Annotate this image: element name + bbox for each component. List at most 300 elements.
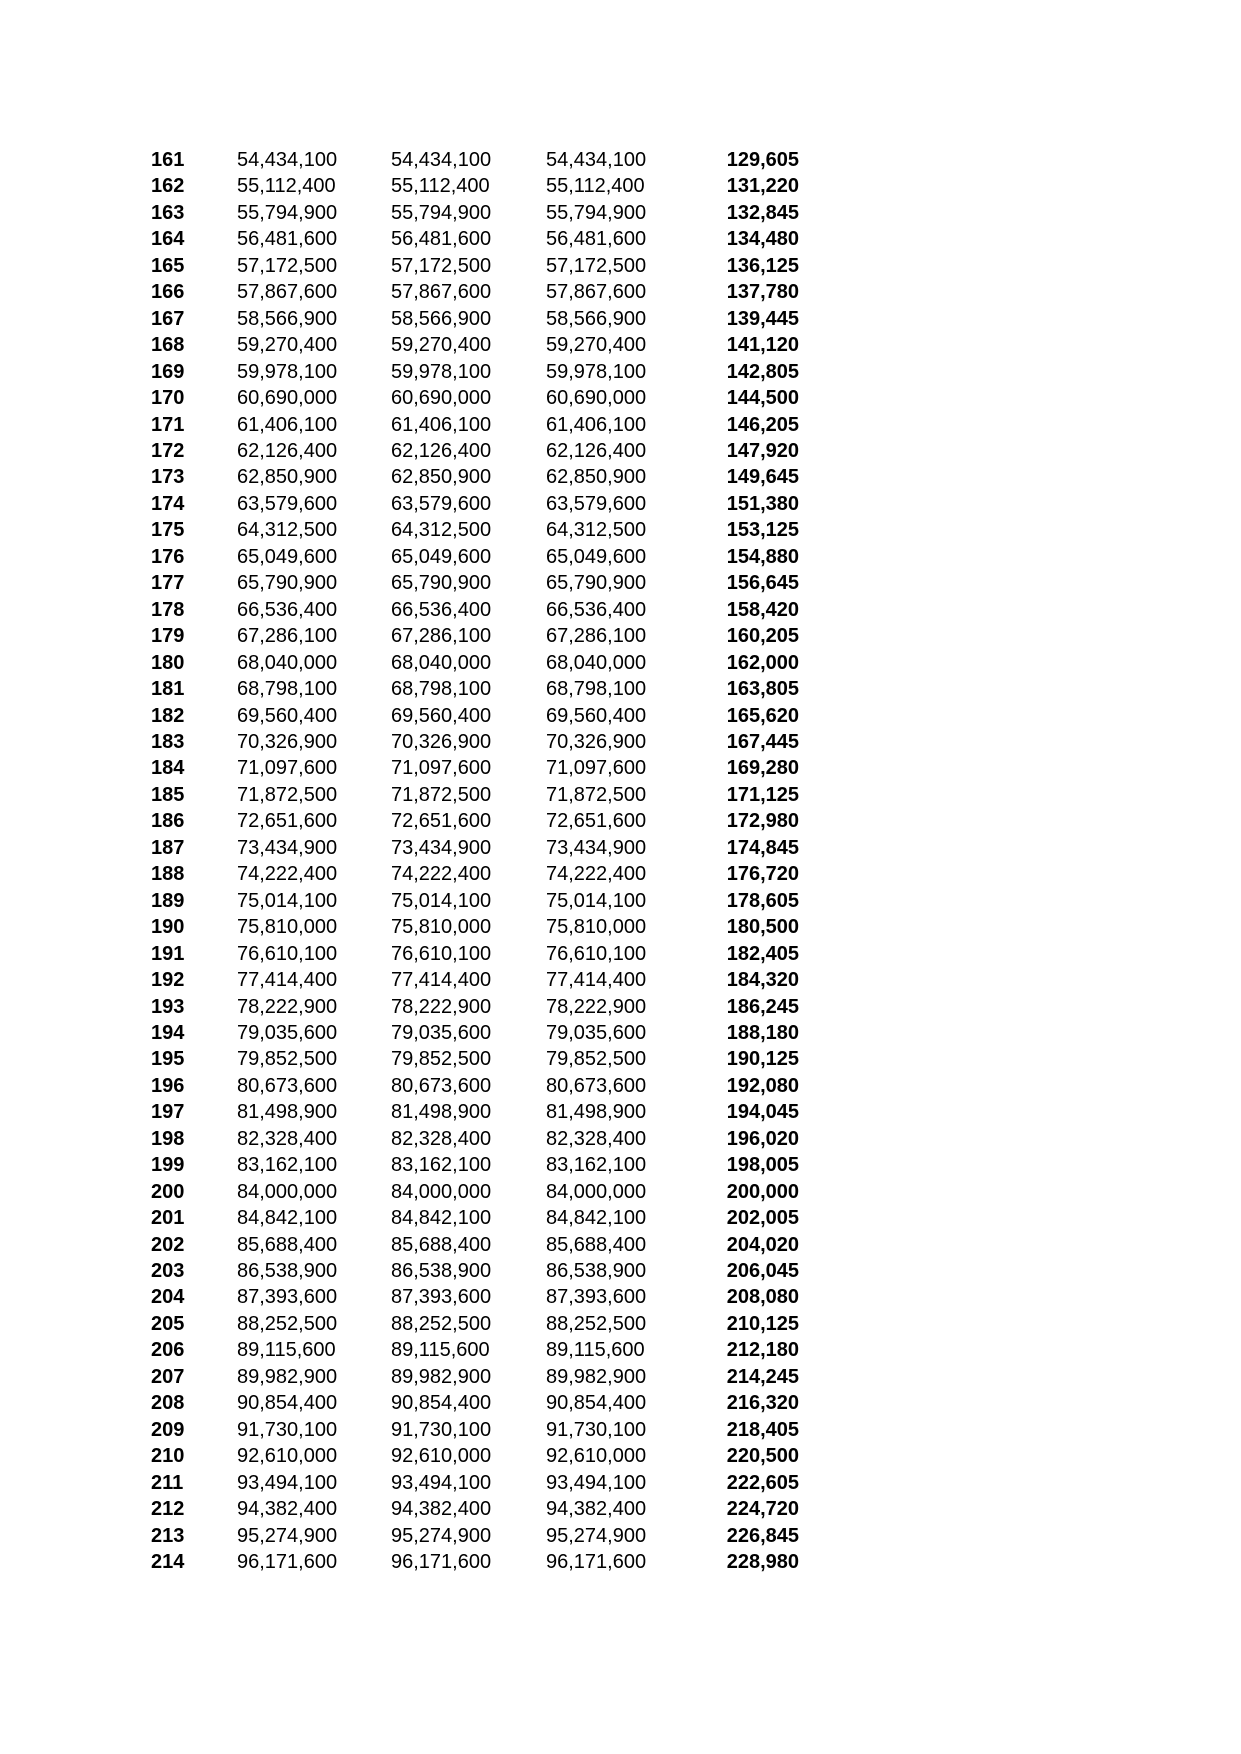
value-col-3: 57,867,600 xyxy=(546,281,647,304)
value-col-2: 85,688,400 xyxy=(391,1233,492,1256)
row-number: 168 xyxy=(151,334,185,357)
value-col-2: 96,171,600 xyxy=(391,1551,492,1574)
table-row xyxy=(0,438,1241,464)
table-row xyxy=(0,544,1241,570)
row-number: 199 xyxy=(151,1154,185,1177)
total-value: 167,445 xyxy=(726,730,799,753)
total-value: 137,780 xyxy=(726,281,799,304)
value-col-1: 91,730,100 xyxy=(237,1418,338,1441)
value-col-1: 78,222,900 xyxy=(237,995,338,1018)
table-row xyxy=(0,1311,1241,1337)
value-col-1: 55,794,900 xyxy=(237,201,338,224)
value-col-3: 64,312,500 xyxy=(546,519,647,542)
total-value: 146,205 xyxy=(726,413,799,436)
table-row xyxy=(0,703,1241,729)
row-number: 190 xyxy=(151,916,185,939)
total-value: 202,005 xyxy=(726,1207,799,1230)
value-col-2: 89,982,900 xyxy=(391,1365,492,1388)
value-col-2: 91,730,100 xyxy=(391,1418,492,1441)
value-col-2: 79,035,600 xyxy=(391,1021,492,1044)
row-number: 174 xyxy=(151,492,185,515)
value-col-2: 54,434,100 xyxy=(391,149,492,171)
row-number: 193 xyxy=(151,995,185,1018)
table-row xyxy=(0,676,1241,702)
row-number: 196 xyxy=(151,1074,185,1097)
total-value: 163,805 xyxy=(726,678,799,701)
value-col-3: 96,171,600 xyxy=(546,1551,647,1574)
value-col-3: 89,115,600 xyxy=(546,1339,645,1362)
row-number: 164 xyxy=(151,228,185,251)
table-row xyxy=(0,1364,1241,1390)
row-number: 171 xyxy=(151,413,185,436)
row-number: 214 xyxy=(151,1551,185,1574)
value-col-2: 55,112,400 xyxy=(391,175,490,198)
total-value: 156,645 xyxy=(726,572,799,595)
value-col-3: 62,126,400 xyxy=(546,439,647,462)
row-number: 186 xyxy=(151,810,185,833)
value-col-2: 90,854,400 xyxy=(391,1392,492,1415)
value-col-2: 77,414,400 xyxy=(391,969,492,992)
value-col-3: 59,978,100 xyxy=(546,360,647,383)
value-col-3: 83,162,100 xyxy=(546,1154,647,1177)
value-col-3: 65,049,600 xyxy=(546,545,647,568)
table-row xyxy=(0,1284,1241,1310)
table-row xyxy=(0,464,1241,490)
value-col-3: 56,481,600 xyxy=(546,228,647,251)
total-value: 158,420 xyxy=(726,598,799,621)
table-row xyxy=(0,147,1241,173)
value-col-1: 67,286,100 xyxy=(237,625,338,648)
row-number: 189 xyxy=(151,889,185,912)
total-value: 194,045 xyxy=(726,1101,799,1124)
table-row xyxy=(0,967,1241,993)
total-value: 149,645 xyxy=(726,466,799,489)
value-col-2: 66,536,400 xyxy=(391,598,492,621)
total-value: 228,980 xyxy=(726,1551,799,1574)
total-value: 216,320 xyxy=(726,1392,799,1415)
value-col-3: 89,982,900 xyxy=(546,1365,647,1388)
total-value: 198,005 xyxy=(726,1154,799,1177)
value-col-1: 73,434,900 xyxy=(237,836,338,859)
total-value: 141,120 xyxy=(726,334,799,357)
row-number: 206 xyxy=(151,1339,185,1362)
row-number: 209 xyxy=(151,1418,185,1441)
value-col-2: 68,040,000 xyxy=(391,651,492,674)
value-col-2: 63,579,600 xyxy=(391,492,492,515)
value-col-3: 55,794,900 xyxy=(546,201,647,224)
value-col-3: 69,560,400 xyxy=(546,704,647,727)
table-row xyxy=(0,1152,1241,1178)
value-col-2: 78,222,900 xyxy=(391,995,492,1018)
value-col-2: 59,978,100 xyxy=(391,360,492,383)
row-number: 201 xyxy=(151,1207,185,1230)
row-number: 184 xyxy=(151,757,185,780)
value-col-3: 91,730,100 xyxy=(546,1418,647,1441)
total-value: 160,205 xyxy=(726,625,799,648)
row-number: 166 xyxy=(151,281,185,304)
value-col-1: 69,560,400 xyxy=(237,704,338,727)
value-col-2: 67,286,100 xyxy=(391,625,492,648)
row-number: 182 xyxy=(151,704,185,727)
row-number: 188 xyxy=(151,863,185,886)
table-row xyxy=(0,570,1241,596)
value-col-1: 54,434,100 xyxy=(237,149,338,171)
table-row xyxy=(0,1126,1241,1152)
value-col-2: 83,162,100 xyxy=(391,1154,492,1177)
value-col-3: 88,252,500 xyxy=(546,1312,647,1335)
value-col-1: 71,097,600 xyxy=(237,757,338,780)
value-col-3: 75,014,100 xyxy=(546,889,647,912)
value-col-2: 95,274,900 xyxy=(391,1524,492,1547)
value-col-1: 64,312,500 xyxy=(237,519,338,542)
value-col-1: 68,798,100 xyxy=(237,678,338,701)
value-col-2: 80,673,600 xyxy=(391,1074,492,1097)
value-col-1: 79,852,500 xyxy=(237,1048,338,1071)
table-row xyxy=(0,200,1241,226)
total-value: 222,605 xyxy=(726,1471,799,1494)
value-col-3: 59,270,400 xyxy=(546,334,647,357)
table-row xyxy=(0,412,1241,438)
value-col-1: 59,270,400 xyxy=(237,334,338,357)
value-col-2: 86,538,900 xyxy=(391,1260,492,1283)
value-col-2: 84,842,100 xyxy=(391,1207,492,1230)
value-col-1: 94,382,400 xyxy=(237,1498,338,1521)
value-col-1: 66,536,400 xyxy=(237,598,338,621)
row-number: 187 xyxy=(151,836,185,859)
value-col-1: 72,651,600 xyxy=(237,810,338,833)
row-number: 169 xyxy=(151,360,185,383)
total-value: 147,920 xyxy=(726,439,799,462)
value-col-1: 83,162,100 xyxy=(237,1154,338,1177)
row-number: 170 xyxy=(151,387,185,410)
value-col-3: 73,434,900 xyxy=(546,836,647,859)
row-number: 176 xyxy=(151,545,185,568)
table-row xyxy=(0,1470,1241,1496)
table-row xyxy=(0,279,1241,305)
row-number: 167 xyxy=(151,307,185,330)
total-value: 165,620 xyxy=(726,704,799,727)
value-col-3: 79,852,500 xyxy=(546,1048,647,1071)
table-row xyxy=(0,914,1241,940)
value-col-3: 68,040,000 xyxy=(546,651,647,674)
table-row xyxy=(0,1337,1241,1363)
data-table xyxy=(0,147,1241,1575)
value-col-3: 63,579,600 xyxy=(546,492,647,515)
total-value: 192,080 xyxy=(726,1074,799,1097)
value-col-2: 73,434,900 xyxy=(391,836,492,859)
table-row xyxy=(0,623,1241,649)
value-col-2: 60,690,000 xyxy=(391,387,492,410)
value-col-3: 87,393,600 xyxy=(546,1286,647,1309)
value-col-2: 76,610,100 xyxy=(391,942,492,965)
value-col-1: 86,538,900 xyxy=(237,1260,338,1283)
value-col-1: 85,688,400 xyxy=(237,1233,338,1256)
value-col-3: 86,538,900 xyxy=(546,1260,647,1283)
value-col-3: 84,000,000 xyxy=(546,1180,647,1203)
value-col-2: 68,798,100 xyxy=(391,678,492,701)
value-col-1: 56,481,600 xyxy=(237,228,338,251)
row-number: 212 xyxy=(151,1498,185,1521)
total-value: 171,125 xyxy=(726,783,799,806)
value-col-1: 80,673,600 xyxy=(237,1074,338,1097)
row-number: 185 xyxy=(151,783,185,806)
total-value: 132,845 xyxy=(726,201,799,224)
value-col-1: 63,579,600 xyxy=(237,492,338,515)
value-col-2: 84,000,000 xyxy=(391,1180,492,1203)
value-col-2: 88,252,500 xyxy=(391,1312,492,1335)
row-number: 173 xyxy=(151,466,185,489)
value-col-2: 70,326,900 xyxy=(391,730,492,753)
value-col-2: 62,850,900 xyxy=(391,466,492,489)
value-col-1: 57,867,600 xyxy=(237,281,338,304)
row-number: 207 xyxy=(151,1365,185,1388)
value-col-2: 55,794,900 xyxy=(391,201,492,224)
value-col-2: 81,498,900 xyxy=(391,1101,492,1124)
value-col-1: 65,049,600 xyxy=(237,545,338,568)
value-col-3: 77,414,400 xyxy=(546,969,647,992)
total-value: 139,445 xyxy=(726,307,799,330)
row-number: 194 xyxy=(151,1021,185,1044)
value-col-1: 77,414,400 xyxy=(237,969,338,992)
row-number: 180 xyxy=(151,651,185,674)
total-value: 169,280 xyxy=(726,757,799,780)
value-col-1: 68,040,000 xyxy=(237,651,338,674)
total-value: 220,500 xyxy=(726,1445,799,1468)
total-value: 190,125 xyxy=(726,1048,799,1071)
row-number: 178 xyxy=(151,598,185,621)
table-row xyxy=(0,729,1241,755)
table-row xyxy=(0,1417,1241,1443)
value-col-3: 80,673,600 xyxy=(546,1074,647,1097)
table-row xyxy=(0,385,1241,411)
value-col-3: 72,651,600 xyxy=(546,810,647,833)
value-col-2: 58,566,900 xyxy=(391,307,492,330)
total-value: 218,405 xyxy=(726,1418,799,1441)
value-col-1: 61,406,100 xyxy=(237,413,338,436)
table-row xyxy=(0,491,1241,517)
value-col-3: 58,566,900 xyxy=(546,307,647,330)
row-number: 202 xyxy=(151,1233,185,1256)
total-value: 186,245 xyxy=(726,995,799,1018)
row-number: 205 xyxy=(151,1312,185,1335)
table-row xyxy=(0,1390,1241,1416)
value-col-1: 89,982,900 xyxy=(237,1365,338,1388)
table-row xyxy=(0,1496,1241,1522)
value-col-2: 71,872,500 xyxy=(391,783,492,806)
value-col-1: 79,035,600 xyxy=(237,1021,338,1044)
value-col-2: 74,222,400 xyxy=(391,863,492,886)
total-value: 129,605 xyxy=(726,149,799,171)
table-row xyxy=(0,835,1241,861)
total-value: 206,045 xyxy=(726,1260,799,1283)
total-value: 200,000 xyxy=(726,1180,799,1203)
value-col-2: 64,312,500 xyxy=(391,519,492,542)
value-col-2: 71,097,600 xyxy=(391,757,492,780)
value-col-2: 69,560,400 xyxy=(391,704,492,727)
value-col-2: 75,014,100 xyxy=(391,889,492,912)
total-value: 180,500 xyxy=(726,916,799,939)
row-number: 203 xyxy=(151,1260,185,1283)
total-value: 184,320 xyxy=(726,969,799,992)
table-row xyxy=(0,808,1241,834)
value-col-2: 59,270,400 xyxy=(391,334,492,357)
value-col-1: 58,566,900 xyxy=(237,307,338,330)
value-col-3: 81,498,900 xyxy=(546,1101,647,1124)
value-col-2: 65,790,900 xyxy=(391,572,492,595)
value-col-3: 78,222,900 xyxy=(546,995,647,1018)
value-col-3: 71,872,500 xyxy=(546,783,647,806)
table-row xyxy=(0,1020,1241,1046)
value-col-1: 65,790,900 xyxy=(237,572,338,595)
table-row xyxy=(0,253,1241,279)
table-row xyxy=(0,1046,1241,1072)
table-row xyxy=(0,306,1241,332)
value-col-1: 93,494,100 xyxy=(237,1471,338,1494)
table-row xyxy=(0,517,1241,543)
row-number: 200 xyxy=(151,1180,185,1203)
total-value: 196,020 xyxy=(726,1127,799,1150)
value-col-2: 61,406,100 xyxy=(391,413,492,436)
total-value: 172,980 xyxy=(726,810,799,833)
value-col-3: 70,326,900 xyxy=(546,730,647,753)
table-row xyxy=(0,1205,1241,1231)
value-col-1: 92,610,000 xyxy=(237,1445,338,1468)
value-col-1: 74,222,400 xyxy=(237,863,338,886)
total-value: 208,080 xyxy=(726,1286,799,1309)
table-row xyxy=(0,226,1241,252)
value-col-3: 61,406,100 xyxy=(546,413,647,436)
value-col-3: 76,610,100 xyxy=(546,942,647,965)
row-number: 161 xyxy=(151,149,185,171)
value-col-1: 90,854,400 xyxy=(237,1392,338,1415)
value-col-1: 88,252,500 xyxy=(237,1312,338,1335)
value-col-1: 70,326,900 xyxy=(237,730,338,753)
total-value: 226,845 xyxy=(726,1524,799,1547)
total-value: 153,125 xyxy=(726,519,799,542)
row-number: 213 xyxy=(151,1524,185,1547)
row-number: 195 xyxy=(151,1048,185,1071)
value-col-2: 62,126,400 xyxy=(391,439,492,462)
table-row xyxy=(0,1443,1241,1469)
table-row xyxy=(0,1232,1241,1258)
total-value: 134,480 xyxy=(726,228,799,251)
total-value: 212,180 xyxy=(726,1339,799,1362)
table-row xyxy=(0,1523,1241,1549)
value-col-3: 85,688,400 xyxy=(546,1233,647,1256)
table-row xyxy=(0,782,1241,808)
table-row xyxy=(0,994,1241,1020)
total-value: 151,380 xyxy=(726,492,799,515)
value-col-3: 90,854,400 xyxy=(546,1392,647,1415)
value-col-3: 67,286,100 xyxy=(546,625,647,648)
total-value: 210,125 xyxy=(726,1312,799,1335)
value-col-3: 74,222,400 xyxy=(546,863,647,886)
value-col-3: 55,112,400 xyxy=(546,175,645,198)
total-value: 174,845 xyxy=(726,836,799,859)
table-row xyxy=(0,1099,1241,1125)
total-value: 142,805 xyxy=(726,360,799,383)
total-value: 131,220 xyxy=(726,175,799,198)
total-value: 214,245 xyxy=(726,1365,799,1388)
value-col-1: 81,498,900 xyxy=(237,1101,338,1124)
row-number: 197 xyxy=(151,1101,185,1124)
row-number: 211 xyxy=(151,1471,184,1494)
value-col-1: 76,610,100 xyxy=(237,942,338,965)
table-row xyxy=(0,1258,1241,1284)
value-col-2: 94,382,400 xyxy=(391,1498,492,1521)
value-col-2: 82,328,400 xyxy=(391,1127,492,1150)
row-number: 210 xyxy=(151,1445,185,1468)
value-col-3: 54,434,100 xyxy=(546,149,647,171)
value-col-2: 57,867,600 xyxy=(391,281,492,304)
value-col-3: 71,097,600 xyxy=(546,757,647,780)
value-col-3: 95,274,900 xyxy=(546,1524,647,1547)
row-number: 175 xyxy=(151,519,185,542)
value-col-1: 75,014,100 xyxy=(237,889,338,912)
total-value: 176,720 xyxy=(726,863,799,886)
value-col-1: 57,172,500 xyxy=(237,254,338,277)
table-row xyxy=(0,359,1241,385)
value-col-3: 60,690,000 xyxy=(546,387,647,410)
row-number: 177 xyxy=(151,572,185,595)
row-number: 179 xyxy=(151,625,185,648)
table-row xyxy=(0,941,1241,967)
total-value: 178,605 xyxy=(726,889,799,912)
value-col-1: 62,850,900 xyxy=(237,466,338,489)
total-value: 224,720 xyxy=(726,1498,799,1521)
row-number: 208 xyxy=(151,1392,185,1415)
total-value: 136,125 xyxy=(726,254,799,277)
value-col-1: 82,328,400 xyxy=(237,1127,338,1150)
value-col-1: 96,171,600 xyxy=(237,1551,338,1574)
value-col-3: 75,810,000 xyxy=(546,916,647,939)
value-col-1: 71,872,500 xyxy=(237,783,338,806)
total-value: 144,500 xyxy=(726,387,799,410)
table-row xyxy=(0,1179,1241,1205)
total-value: 188,180 xyxy=(726,1021,799,1044)
value-col-1: 55,112,400 xyxy=(237,175,336,198)
value-col-2: 65,049,600 xyxy=(391,545,492,568)
value-col-2: 75,810,000 xyxy=(391,916,492,939)
table-row xyxy=(0,173,1241,199)
table-row xyxy=(0,1073,1241,1099)
row-number: 191 xyxy=(151,942,185,965)
table-row xyxy=(0,1549,1241,1575)
total-value: 182,405 xyxy=(726,942,799,965)
value-col-3: 57,172,500 xyxy=(546,254,647,277)
row-number: 183 xyxy=(151,730,185,753)
value-col-3: 94,382,400 xyxy=(546,1498,647,1521)
row-number: 163 xyxy=(151,201,185,224)
value-col-2: 93,494,100 xyxy=(391,1471,492,1494)
row-number: 204 xyxy=(151,1286,185,1309)
value-col-3: 62,850,900 xyxy=(546,466,647,489)
value-col-1: 84,842,100 xyxy=(237,1207,338,1230)
row-number: 165 xyxy=(151,254,185,277)
value-col-1: 87,393,600 xyxy=(237,1286,338,1309)
value-col-3: 93,494,100 xyxy=(546,1471,647,1494)
value-col-3: 68,798,100 xyxy=(546,678,647,701)
value-col-3: 84,842,100 xyxy=(546,1207,647,1230)
value-col-2: 89,115,600 xyxy=(391,1339,490,1362)
value-col-1: 89,115,600 xyxy=(237,1339,336,1362)
value-col-1: 75,810,000 xyxy=(237,916,338,939)
value-col-1: 60,690,000 xyxy=(237,387,338,410)
table-row xyxy=(0,332,1241,358)
value-col-3: 66,536,400 xyxy=(546,598,647,621)
value-col-1: 95,274,900 xyxy=(237,1524,338,1547)
table-row xyxy=(0,650,1241,676)
